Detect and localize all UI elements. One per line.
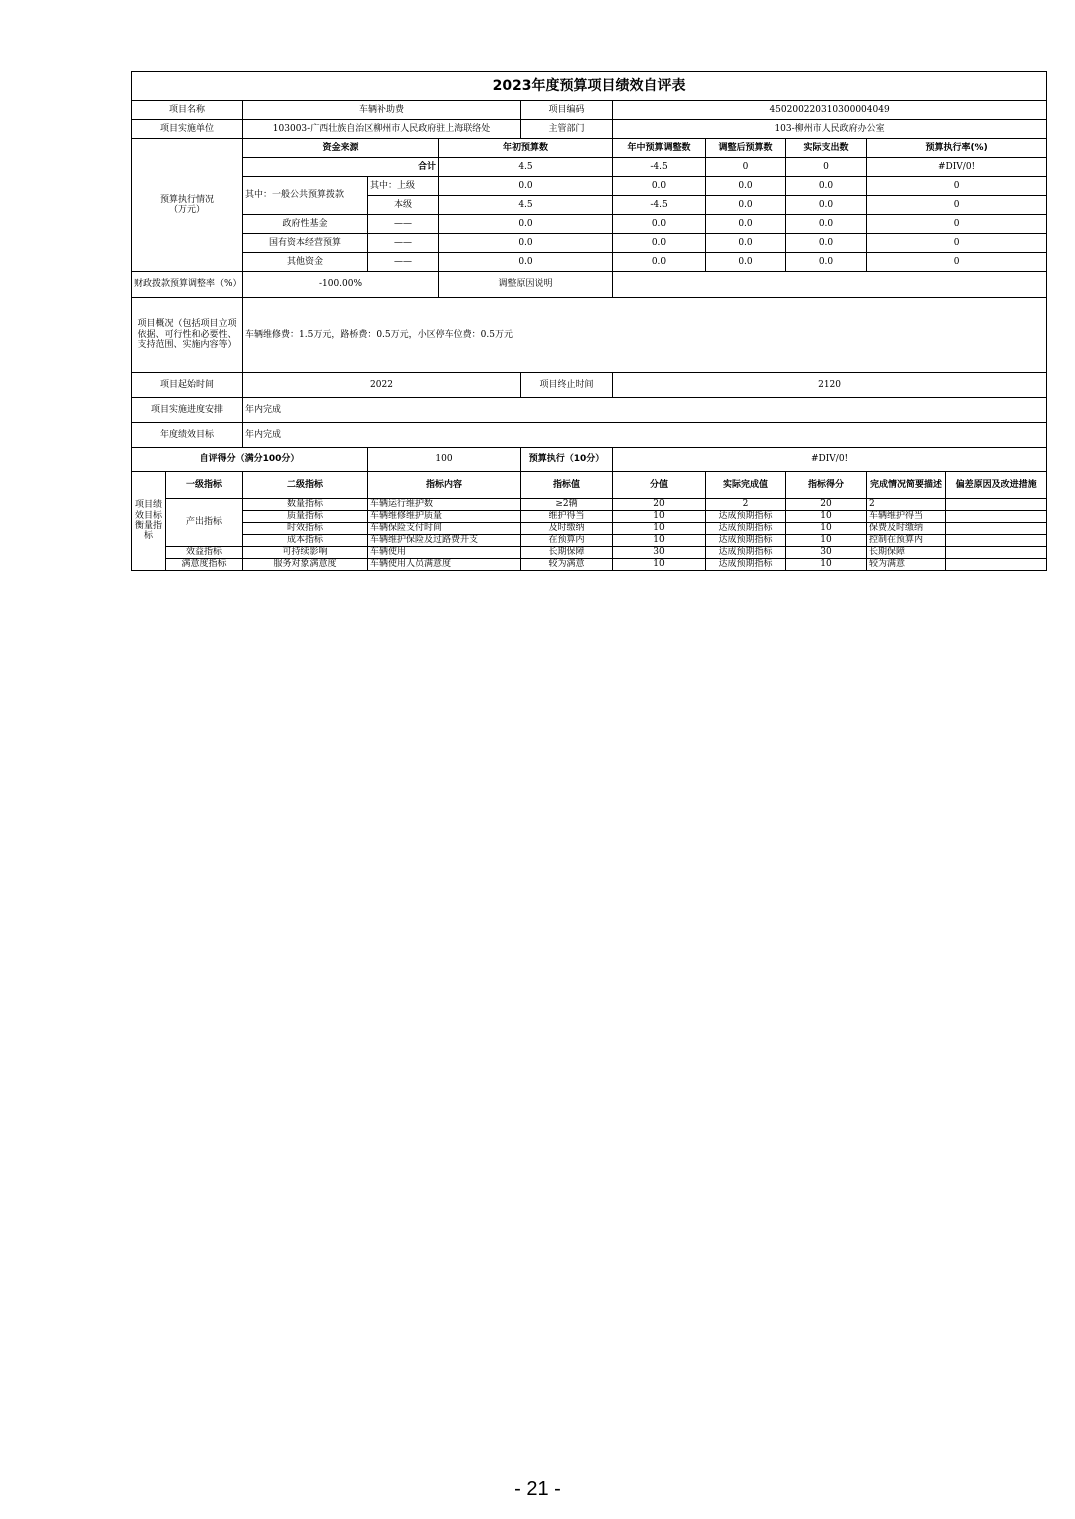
- cell: 长期保障: [521, 547, 613, 559]
- cell: 0.0: [706, 234, 786, 253]
- cell: 车辆使用: [368, 547, 521, 559]
- budget-header-midyear: 年中预算调整数: [613, 139, 706, 158]
- cell: 20: [613, 499, 706, 511]
- budget-row-other: [132, 253, 1047, 272]
- cell: 控制在预算内: [867, 535, 946, 547]
- cell: 0: [867, 196, 1047, 215]
- end-year: 2120: [613, 373, 1047, 398]
- cell: 时效指标: [243, 523, 368, 535]
- adjust-rate-label: 财政拨款预算调整率（%）: [132, 272, 243, 298]
- dash: ——: [368, 253, 439, 272]
- cell: 成本指标: [243, 535, 368, 547]
- cell: 在预算内: [521, 535, 613, 547]
- progress-label: 项目实施进度安排: [132, 398, 243, 423]
- cell: 2: [867, 499, 946, 511]
- cell: 车辆运行维护数: [368, 499, 521, 511]
- cell: [946, 523, 1047, 535]
- project-code: 450200220310300004049: [613, 101, 1047, 120]
- cell: 0.0: [613, 253, 706, 272]
- total-label: 合计: [243, 158, 439, 177]
- goal: 年内完成: [243, 423, 1047, 448]
- dept-label: 主管部门: [521, 120, 613, 139]
- adjust-rate: -100.00%: [243, 272, 439, 298]
- cell: 长期保障: [867, 547, 946, 559]
- progress: 年内完成: [243, 398, 1047, 423]
- cell: [946, 559, 1047, 571]
- cell: 0: [867, 234, 1047, 253]
- perf-header-l1: 一级指标: [166, 472, 243, 499]
- cell: 0.0: [439, 215, 613, 234]
- upper-label: 其中：上级: [368, 177, 439, 196]
- cell: 质量指标: [243, 511, 368, 523]
- perf-header-reason: 偏差原因及改进措施: [946, 472, 1047, 499]
- cell: 车辆保险支付时间: [368, 523, 521, 535]
- perf-header-l2: 二级指标: [243, 472, 368, 499]
- cell: 0.0: [786, 253, 867, 272]
- cell: -4.5: [613, 196, 706, 215]
- cell: [946, 499, 1047, 511]
- adjust-reason: [613, 272, 1047, 298]
- cell: 数量指标: [243, 499, 368, 511]
- budget-header-initial: 年初预算数: [439, 139, 613, 158]
- cell: 维护得当: [521, 511, 613, 523]
- table-row: [132, 499, 1047, 511]
- cell: 30: [786, 547, 867, 559]
- cell: 车辆维护得当: [867, 511, 946, 523]
- budget-header-rate: 预算执行率(%): [867, 139, 1047, 158]
- budget-header-adjusted: 调整后预算数: [706, 139, 786, 158]
- overview-label: 项目概况（包括项目立项依据、可行性和必要性、支持范围、实施内容等）: [132, 298, 243, 373]
- cell: [946, 547, 1047, 559]
- project-name: 车辆补助费: [243, 101, 521, 120]
- perf-header-content: 指标内容: [368, 472, 521, 499]
- gov-fund-label: 政府性基金: [243, 215, 368, 234]
- cell: 10: [786, 523, 867, 535]
- cell: 10: [786, 535, 867, 547]
- cell: 0.0: [786, 196, 867, 215]
- cell: 达成预期指标: [706, 523, 786, 535]
- table-row: [132, 511, 1047, 523]
- cell: 0.0: [439, 234, 613, 253]
- dash: ——: [368, 234, 439, 253]
- cell: 20: [786, 499, 867, 511]
- cell: 0: [786, 158, 867, 177]
- state-capital-label: 国有资本经营预算: [243, 234, 368, 253]
- project-name-label: 项目名称: [132, 101, 243, 120]
- cell: 0.0: [786, 234, 867, 253]
- table-row: [132, 535, 1047, 547]
- cell: ≥2辆: [521, 499, 613, 511]
- cell: 10: [786, 511, 867, 523]
- cell: 达成预期指标: [706, 535, 786, 547]
- general-budget-label: 其中：一般公共预算拨款: [243, 177, 368, 215]
- budget-header-source: 资金来源: [243, 139, 439, 158]
- table-row: [132, 523, 1047, 535]
- performance-evaluation-table: [131, 71, 1047, 571]
- goal-label: 年度绩效目标: [132, 423, 243, 448]
- cell: 可持续影响: [243, 547, 368, 559]
- cell: 0.0: [706, 253, 786, 272]
- cell: [946, 535, 1047, 547]
- cell: 及时缴纳: [521, 523, 613, 535]
- perf-header-score: 分值: [613, 472, 706, 499]
- cell: 较为满意: [521, 559, 613, 571]
- dash: ——: [368, 215, 439, 234]
- cell: 达成预期指标: [706, 511, 786, 523]
- cell: #DIV/0!: [867, 158, 1047, 177]
- cell: 10: [613, 535, 706, 547]
- perf-header-value: 指标值: [521, 472, 613, 499]
- budget-row-gov-fund: [132, 215, 1047, 234]
- impl-unit-label: 项目实施单位: [132, 120, 243, 139]
- dept: 103-柳州市人民政府办公室: [613, 120, 1047, 139]
- score-label: 自评得分（满分100分）: [132, 448, 368, 472]
- cell: 10: [613, 523, 706, 535]
- cell: 10: [786, 559, 867, 571]
- cell: [946, 511, 1047, 523]
- table-row: [132, 547, 1047, 559]
- budget-header-actual: 实际支出数: [786, 139, 867, 158]
- impl-unit: 103003-广西壮族自治区柳州市人民政府驻上海联络处: [243, 120, 521, 139]
- cell: 0.0: [786, 215, 867, 234]
- perf-section-label: 项目绩效目标衡量指标: [132, 472, 166, 571]
- cell: 0.0: [439, 253, 613, 272]
- adjust-reason-label: 调整原因说明: [439, 272, 613, 298]
- cell: -4.5: [613, 158, 706, 177]
- perf-header-got: 指标得分: [786, 472, 867, 499]
- cell: 车辆使用人员满意度: [368, 559, 521, 571]
- table-row: [132, 559, 1047, 571]
- overview: 车辆维修费：1.5万元，路桥费：0.5万元，小区停车位费：0.5万元: [243, 298, 1047, 373]
- satisfaction-label: 满意度指标: [166, 559, 243, 571]
- cell: 车辆维修维护质量: [368, 511, 521, 523]
- table-title: 2023年度预算项目绩效自评表: [132, 72, 1047, 101]
- score: 100: [368, 448, 521, 472]
- cell: 10: [613, 511, 706, 523]
- cell: 30: [613, 547, 706, 559]
- cell: 0.0: [613, 177, 706, 196]
- perf-header-desc: 完成情况简要描述: [867, 472, 946, 499]
- perf-header-actual: 实际完成值: [706, 472, 786, 499]
- cell: 达成预期指标: [706, 547, 786, 559]
- cell: 达成预期指标: [706, 559, 786, 571]
- cell: 4.5: [439, 158, 613, 177]
- cell: 0.0: [786, 177, 867, 196]
- project-code-label: 项目编码: [521, 101, 613, 120]
- budget-row-state-capital: [132, 234, 1047, 253]
- cell: 4.5: [439, 196, 613, 215]
- cell: 0: [867, 177, 1047, 196]
- cell: 2: [706, 499, 786, 511]
- cell: 0.0: [439, 177, 613, 196]
- cell: 保费及时缴纳: [867, 523, 946, 535]
- cell: 0: [706, 158, 786, 177]
- cell: 10: [613, 559, 706, 571]
- start-year: 2022: [243, 373, 521, 398]
- other-label: 其他资金: [243, 253, 368, 272]
- cell: 0.0: [613, 234, 706, 253]
- budget-section-label: 预算执行情况 （万元）: [132, 139, 243, 272]
- cell: 0: [867, 215, 1047, 234]
- budget-row-total: [132, 158, 1047, 177]
- cell: 车辆维护保险及过路费开支: [368, 535, 521, 547]
- budget-row-upper: [132, 177, 1047, 196]
- cell: 0: [867, 253, 1047, 272]
- page-number: - 21 -: [514, 1478, 561, 1500]
- cell: 较为满意: [867, 559, 946, 571]
- output-label: 产出指标: [166, 499, 243, 547]
- start-label: 项目起始时间: [132, 373, 243, 398]
- cell: 服务对象满意度: [243, 559, 368, 571]
- local-label: 本级: [368, 196, 439, 215]
- budget-exec: #DIV/0!: [613, 448, 1047, 472]
- cell: 0.0: [706, 215, 786, 234]
- end-label: 项目终止时间: [521, 373, 613, 398]
- budget-exec-label: 预算执行（10分）: [521, 448, 613, 472]
- benefit-label: 效益指标: [166, 547, 243, 559]
- cell: 0.0: [706, 196, 786, 215]
- cell: 0.0: [706, 177, 786, 196]
- cell: 0.0: [613, 215, 706, 234]
